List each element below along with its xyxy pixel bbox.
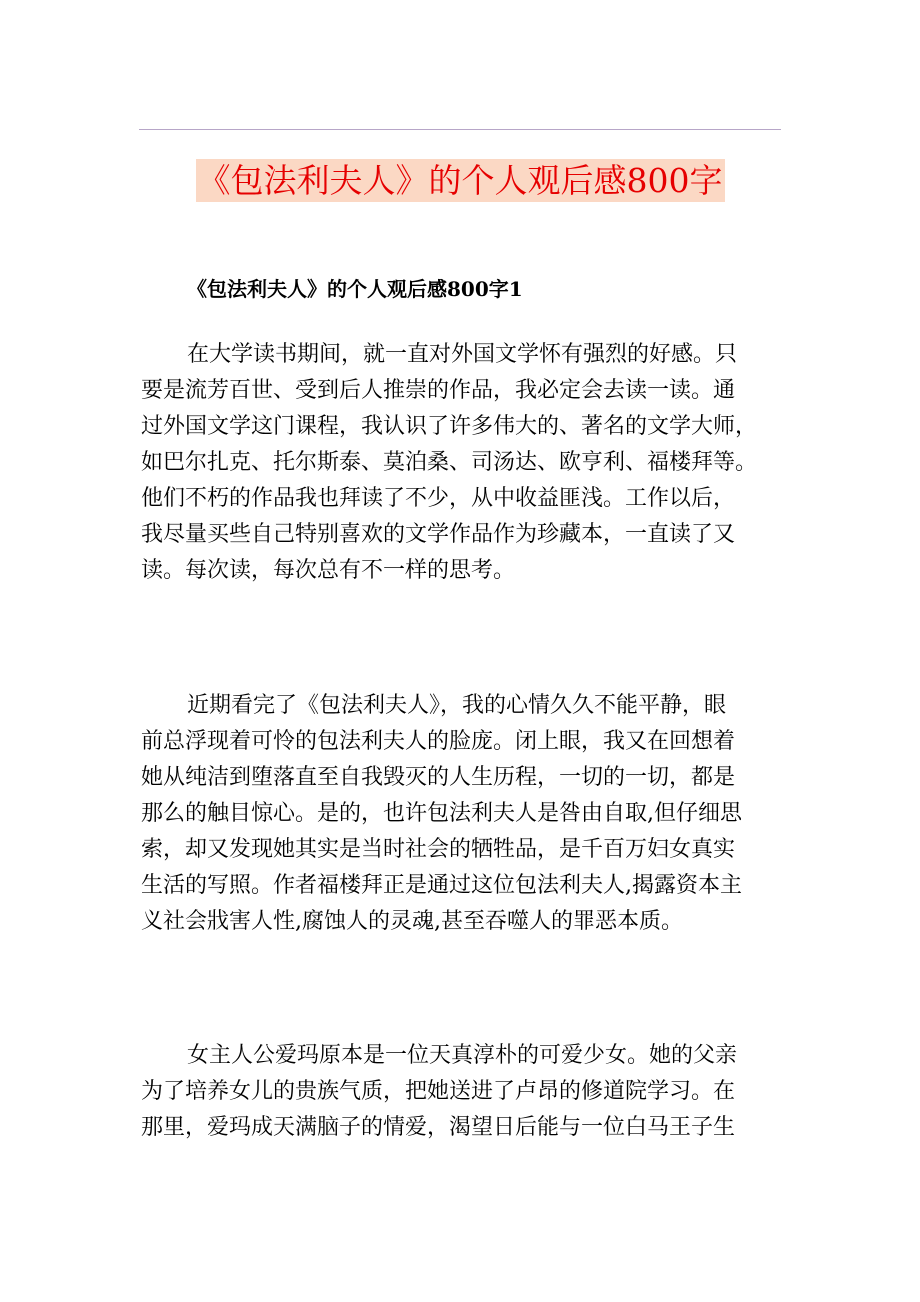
paragraph-line: 女主人公爱玛原本是一位天真淳朴的可爱少女。她的父亲 [187, 1043, 738, 1068]
paragraph-line: 过外国文学这门课程，我认识了许多伟大的、著名的文学大师， [141, 414, 758, 439]
paragraph-line: 如巴尔扎克、托尔斯泰、莫泊桑、司汤达、欧亨利、福楼拜等。 [141, 450, 758, 475]
paragraph-line: 生活的写照。作者福楼拜正是通过这位包法利夫人,揭露资本主 [141, 873, 742, 898]
paragraph-line: 在大学读书期间，就一直对外国文学怀有强烈的好感。只 [187, 342, 738, 367]
paragraph-line: 那里，爱玛成天满脑子的情爱，渴望日后能与一位白马王子生 [141, 1115, 736, 1140]
paragraph-2 [141, 688, 781, 940]
header-rule [139, 129, 781, 130]
paragraph-line: 索，却又发现她其实是当时社会的牺牲品，是千百万妇女真实 [141, 837, 736, 862]
paragraph-1 [141, 337, 781, 589]
paragraph-line: 为了培养女儿的贵族气质，把她送进了卢昂的修道院学习。在 [141, 1079, 736, 1104]
document-title-text: 《包法利夫人》的个人观后感800字 [197, 161, 723, 200]
section-heading: 《包法利夫人》的个人观后感800字1 [187, 277, 523, 301]
paragraph-line: 我尽量买些自己特别喜欢的文学作品作为珍藏本，一直读了又 [141, 522, 736, 547]
paragraph-line: 那么的触目惊心。是的，也许包法利夫人是咎由自取,但仔细思 [141, 801, 742, 826]
paragraph-line: 前总浮现着可怜的包法利夫人的脸庞。闭上眼，我又在回想着 [141, 729, 736, 754]
paragraph-line: 他们不朽的作品我也拜读了不少，从中收益匪浅。工作以后， [141, 486, 736, 511]
paragraph-line: 近期看完了《包法利夫人》，我的心情久久不能平静，眼 [187, 693, 727, 718]
paragraph-line: 要是流芳百世、受到后人推崇的作品，我必定会去读一读。通 [141, 378, 736, 403]
document-title [0, 157, 920, 205]
paragraph-line: 读。每次读，每次总有不一样的思考。 [141, 558, 516, 583]
paragraph-line: 她从纯洁到堕落直至自我毁灭的人生历程，一切的一切，都是 [141, 765, 736, 790]
paragraph-3 [141, 1038, 781, 1146]
paragraph-line: 义社会戕害人性,腐蚀人的灵魂,甚至吞噬人的罪恶本质。 [141, 909, 683, 934]
